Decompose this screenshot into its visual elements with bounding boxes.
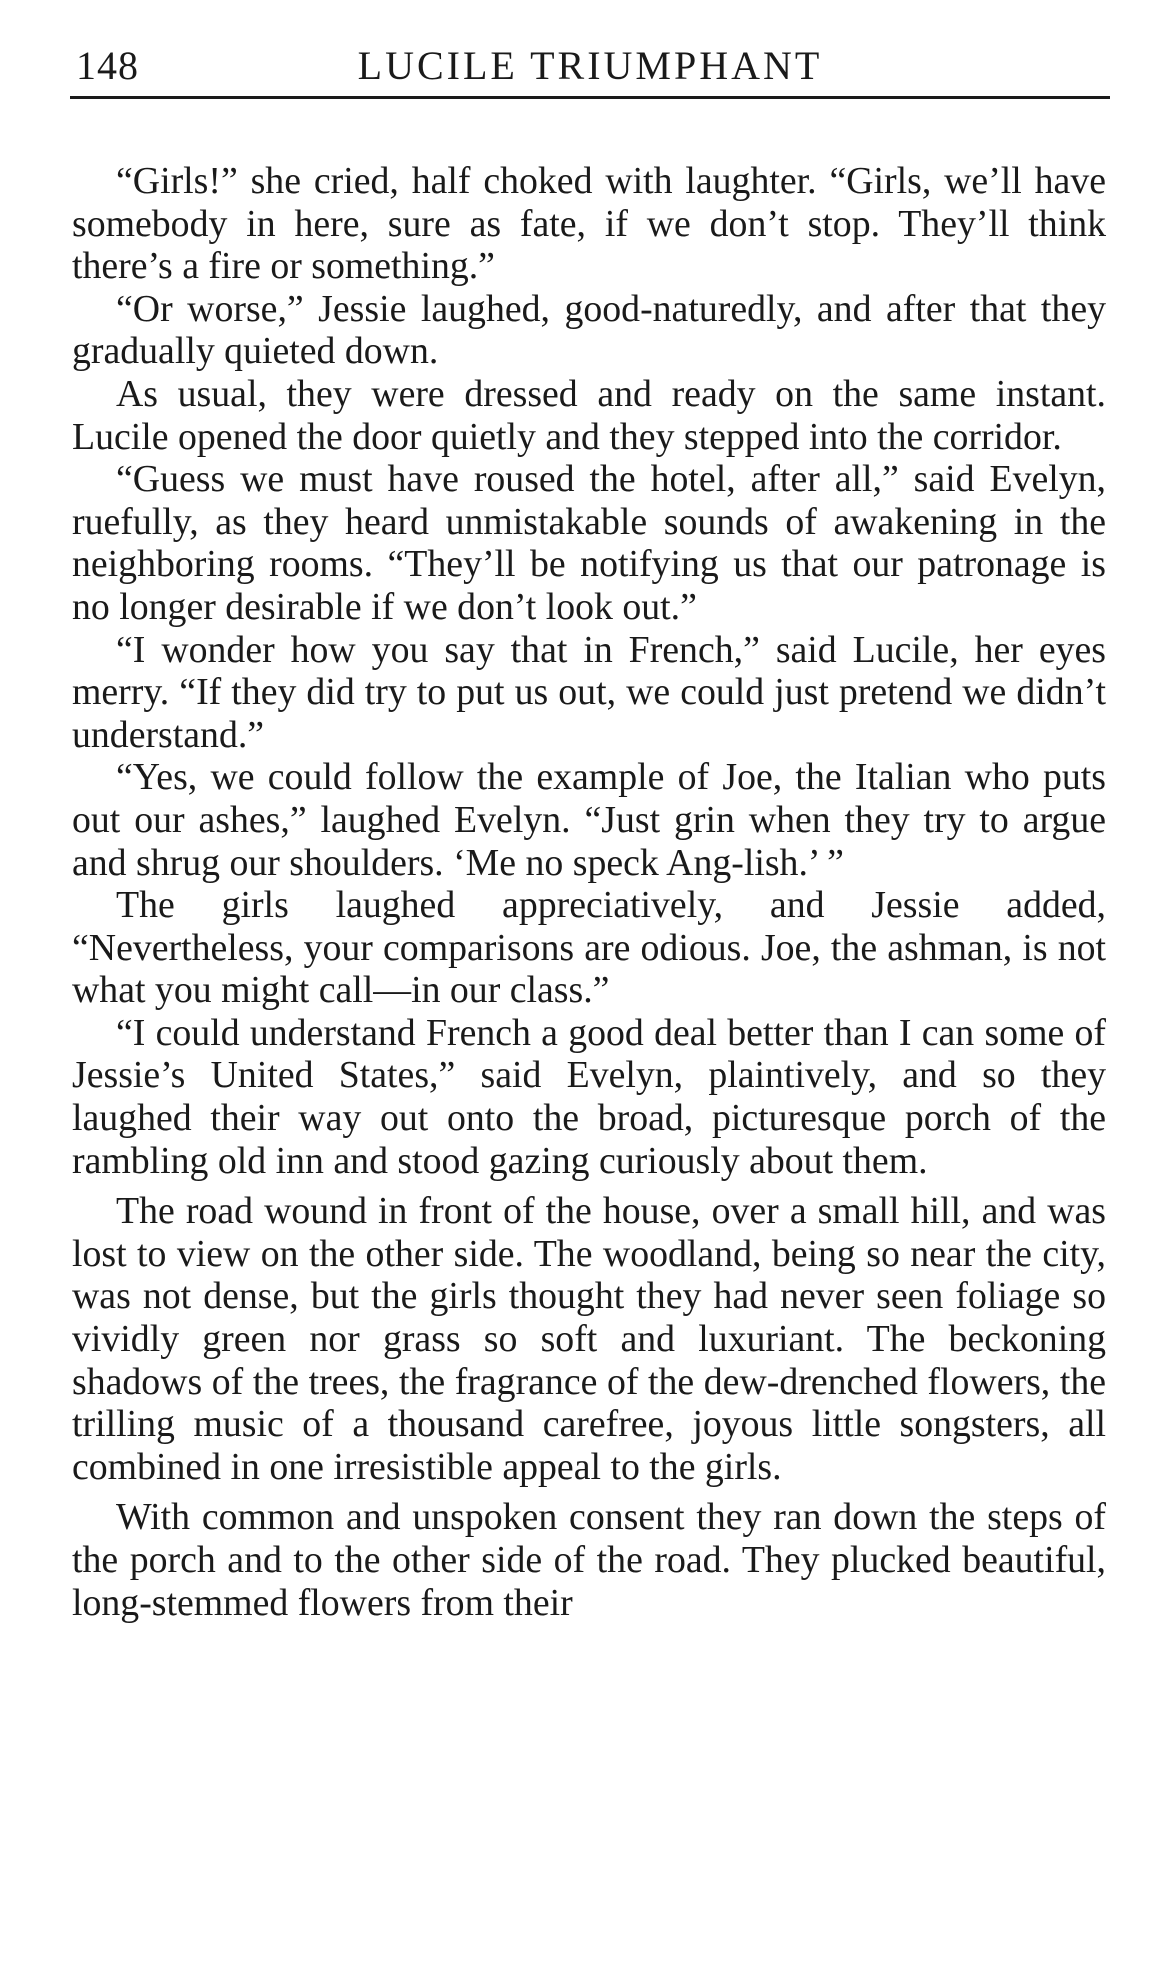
paragraph: “Yes, we could follow the example of Joe, the Italian who puts out our ashes,” laughed Evelyn. “Just grin when they try to argue and shrug our shoulders. ‘Me no speck Ang-lish.’ ” (72, 756, 1106, 884)
paragraph: The girls laughed appreciatively, and Jessie added, “Nevertheless, your comparisons are odious. Joe, the ashman, is not what you might call—in our class.” (72, 884, 1106, 1012)
page-number: 148 (76, 43, 139, 88)
paragraph: “Guess we must have roused the hotel, after all,” said Evelyn, ruefully, as they heard unmistakable sounds of awakening in the neighboring rooms. “They’ll be notifying us that our patronage is no longer desirable if we don’t look out.” (72, 458, 1106, 628)
running-header (70, 38, 1110, 99)
paragraph: “Girls!” she cried, half choked with laughter. “Girls, we’ll have somebody in here, sure as fate, if we don’t stop. They’ll think there’s a fire or something.” (72, 160, 1106, 288)
paragraph: With common and unspoken consent they ran down the steps of the porch and to the other side of the road. They plucked beautiful, long-stemmed flowers from their (72, 1496, 1106, 1624)
paragraph: As usual, they were dressed and ready on the same instant. Lucile opened the door quietly and they stepped into the corridor. (72, 372, 1106, 458)
paragraph: “I wonder how you say that in French,” said Lucile, her eyes merry. “If they did try to put us out, we could just pretend we didn’t understand.” (72, 628, 1106, 756)
book-title: LUCILE TRIUMPHANT (357, 43, 823, 88)
body-text (72, 160, 1106, 1624)
paragraph: “Or worse,” Jessie laughed, good-naturedly, and after that they gradually quieted down. (72, 287, 1106, 373)
paragraph: “I could understand French a good deal better than I can some of Jessie’s United States,” said Evelyn, plaintively, and so they laughed their way out onto the broad, picturesque porch of the rambling old inn and stood gazing curiously about them. (72, 1011, 1106, 1182)
paragraph: The road wound in front of the house, over a small hill, and was lost to view on the other side. The woodland, being so near the city, was not dense, but the girls thought they had never seen foliage so vividly green nor grass so soft and luxuriant. The beckoning shadows of the trees, the fragrance of the dew-drenched flowers, the trilling music of a thousand carefree, joyous little songsters, all combined in one irresistible appeal to the girls. (72, 1190, 1106, 1488)
